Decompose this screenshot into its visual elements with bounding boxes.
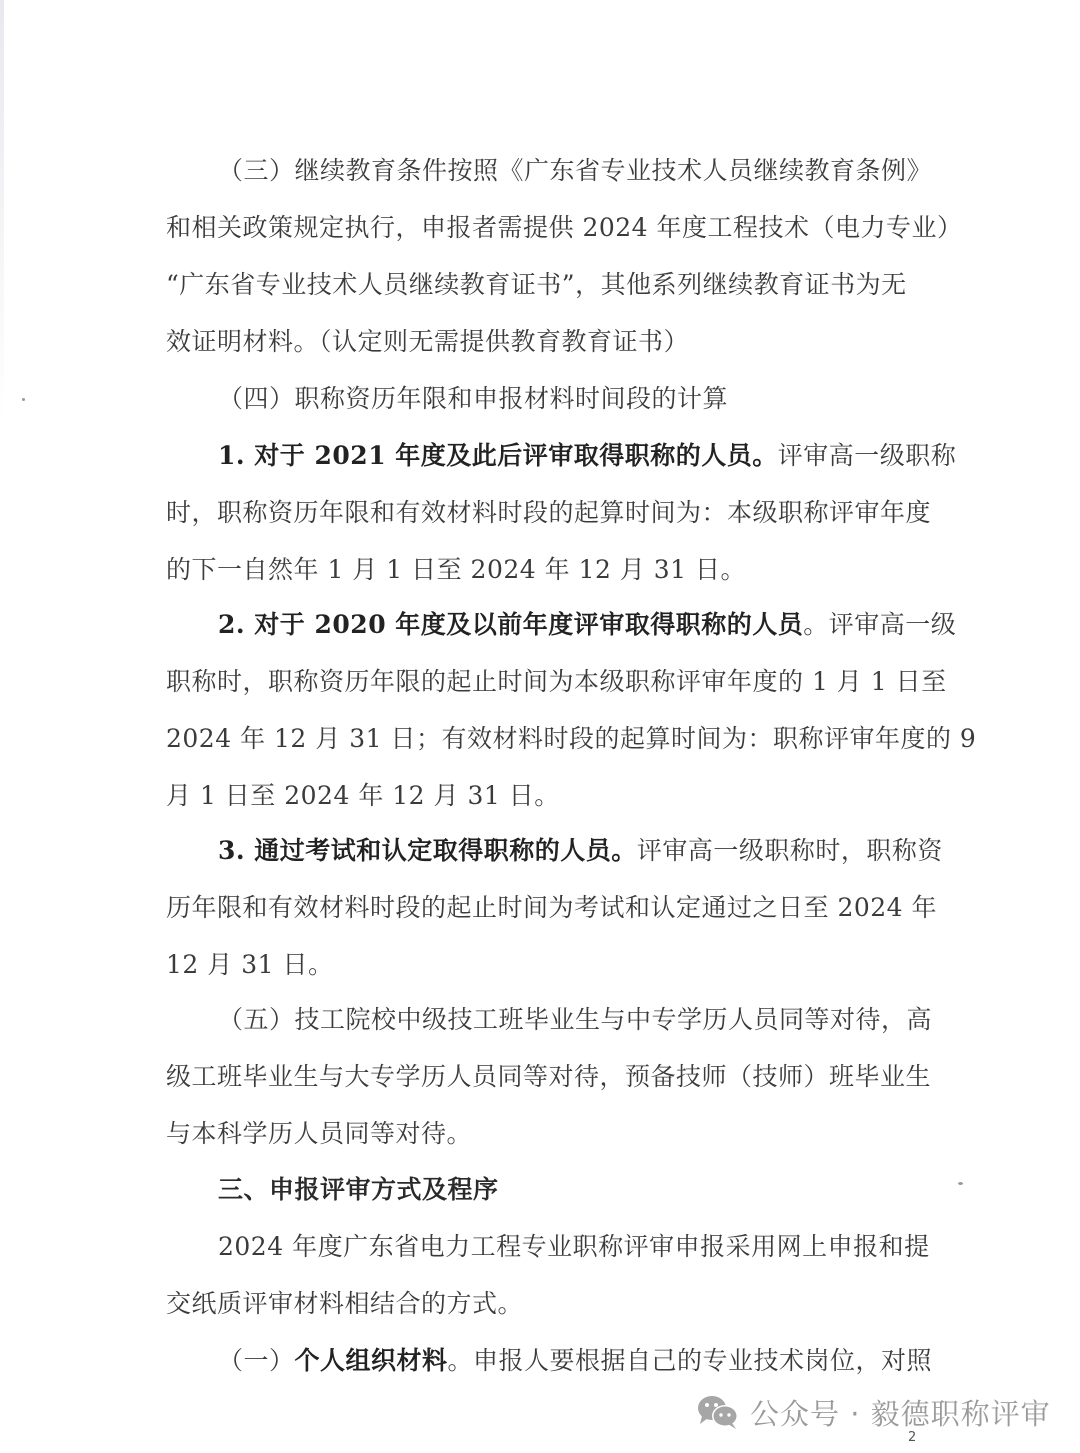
- text-line: 级工班毕业生与大专学历人员同等对待，预备技师（技师）班毕业生: [166, 1062, 932, 1091]
- text-line: 交纸质评审材料相结合的方式。: [166, 1289, 524, 1318]
- text-line: 职称时，职称资历年限的起止时间为本级职称评审年度的 1 月 1 日至: [166, 667, 947, 696]
- subsection-prefix: （一）: [218, 1346, 295, 1375]
- text-line: 的下一自然年 1 月 1 日至 2024 年 12 月 31 日。: [166, 555, 747, 584]
- list-item-3: [218, 836, 968, 866]
- subsection-title: 个人组织材料: [294, 1346, 448, 1375]
- text-span: 评审高一级职称时，职称资: [636, 836, 943, 865]
- text-line: （四）职称资历年限和申报材料时间段的计算: [218, 384, 729, 413]
- text-line: 时，职称资历年限和有效材料时段的起算时间为：本级职称评审年度: [166, 498, 932, 527]
- text-line: 效证明材料。（认定则无需提供教育教育证书）: [166, 327, 690, 356]
- text-line: （三）继续教育条件按照《广东省专业技术人员继续教育条例》: [218, 156, 933, 185]
- wechat-watermark: [696, 1392, 1051, 1432]
- text-span: 。评审高一级: [803, 610, 957, 639]
- text-span: 评审高一级职称: [777, 441, 957, 470]
- text-line: 和相关政策规定执行，申报者需提供 2024 年度工程技术（电力专业）: [166, 213, 963, 242]
- list-item-3-lead: 3. 通过考试和认定取得职称的人员。: [218, 836, 637, 865]
- text-line: 与本科学历人员同等对待。: [166, 1119, 473, 1148]
- scan-edge: [0, 0, 4, 420]
- text-line: “广东省专业技术人员继续教育证书”，其他系列继续教育证书为无: [166, 270, 907, 299]
- text-line: 12 月 31 日。: [166, 950, 334, 979]
- list-item-2: [218, 610, 968, 640]
- page-number: 2: [908, 1430, 917, 1445]
- watermark-text: 公众号 · 毅德职称评审: [750, 1396, 1051, 1431]
- text-line: 历年限和有效材料时段的起止时间为考试和认定通过之日至 2024 年: [166, 893, 938, 922]
- section-heading: 三、申报评审方式及程序: [218, 1175, 499, 1204]
- text-line: 2024 年度广东省电力工程专业职称评审申报采用网上申报和提: [218, 1232, 930, 1261]
- wechat-icon: [696, 1394, 740, 1430]
- text-line: 2024 年 12 月 31 日；有效材料时段的起算时间为：职称评审年度的 9: [166, 724, 977, 753]
- text-span: 。申报人要根据自己的专业技术岗位，对照: [447, 1346, 933, 1375]
- text-line: 月 1 日至 2024 年 12 月 31 日。: [166, 781, 560, 810]
- list-item-2-lead: 2. 对于 2020 年度及以前年度评审取得职称的人员: [218, 610, 804, 639]
- list-item-1: [218, 441, 968, 471]
- scan-speck: [958, 1182, 963, 1185]
- subsection-1: [218, 1346, 968, 1376]
- text-line: （五）技工院校中级技工班毕业生与中专学历人员同等对待，高: [218, 1005, 933, 1034]
- scan-speck: [22, 398, 25, 401]
- list-item-1-lead: 1. 对于 2021 年度及此后评审取得职称的人员。: [218, 441, 778, 470]
